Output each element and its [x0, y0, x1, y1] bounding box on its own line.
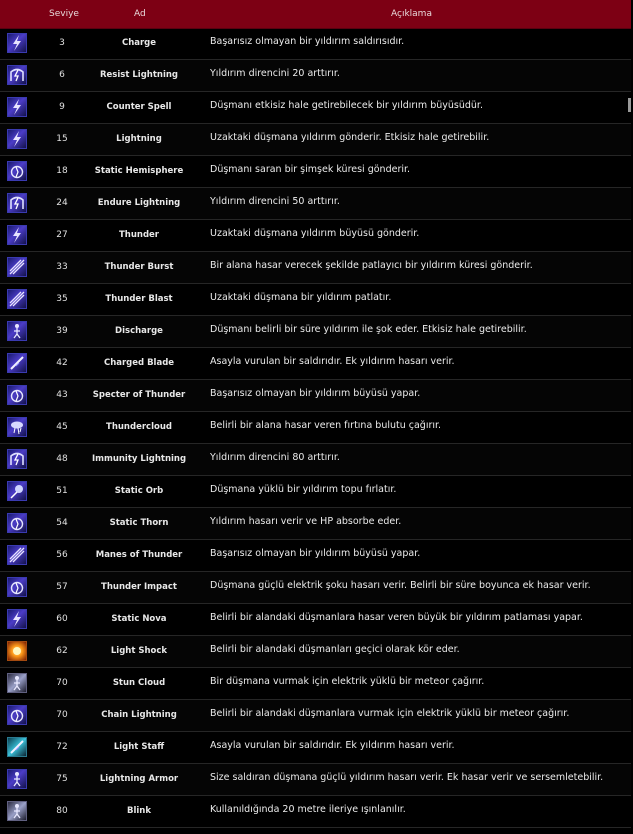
skill-description: Düşmanı belirli bir süre yıldırım ile şok eder. Etkisiz hale getirebilir.: [210, 324, 527, 335]
charged-blade-icon: [7, 353, 27, 373]
skill-description: Bir alana hasar verecek şekilde patlayıcı bir yıldırım küresi gönderir.: [210, 260, 533, 271]
table-row: [0, 220, 631, 252]
skill-level: 75: [56, 774, 68, 784]
skill-name: Thunder Impact: [101, 582, 177, 592]
skill-level: 42: [56, 358, 68, 368]
skill-level: 3: [59, 38, 65, 48]
skill-description: Düşmanı etkisiz hale getirebilecek bir yıldırım büyüsüdür.: [210, 100, 483, 111]
skill-description: Belirli bir alandaki düşmanlara hasar veren büyük bir yıldırım patlaması yapar.: [210, 612, 583, 623]
skill-description: Düşmanı saran bir şimşek küresi gönderir.: [210, 164, 411, 175]
skill-level: 15: [56, 134, 68, 144]
table-row: [0, 348, 631, 380]
skill-name: Specter of Thunder: [92, 390, 186, 400]
lightning-resist-icon: [7, 193, 27, 213]
skill-level: 24: [56, 198, 68, 208]
skill-description: Başarısız olmayan bir yıldırım büyüsü yapar.: [210, 388, 421, 399]
skill-level: 48: [56, 454, 68, 464]
light-shock-icon: [7, 641, 27, 661]
skill-description: Uzaktaki düşmana yıldırım gönderir. Etkisiz hale getirebilir.: [210, 132, 490, 143]
skill-description: Uzaktaki düşmana bir yıldırım patlatır.: [210, 292, 392, 303]
skill-name: Immunity Lightning: [91, 454, 187, 464]
skill-name: Blink: [126, 806, 151, 816]
manes-icon: [7, 545, 27, 565]
skill-description: Belirli bir alana hasar veren fırtına bulutu çağırır.: [210, 420, 442, 431]
table-row: [0, 124, 631, 156]
skill-name: Chain Lightning: [101, 710, 177, 720]
skill-name: Manes of Thunder: [95, 550, 183, 560]
static-thorn-icon: [7, 513, 27, 533]
skill-name: Resist Lightning: [100, 70, 178, 80]
table-row: [0, 508, 631, 540]
table-row: [0, 188, 631, 220]
table-row: [0, 604, 631, 636]
skill-name: Light Staff: [113, 742, 165, 752]
table-row: [0, 60, 631, 92]
thunder-blast-icon: [7, 289, 27, 309]
table-row: [0, 764, 631, 796]
table-row: [0, 156, 631, 188]
skill-description: Bir düşmana vurmak için elektrik yüklü bir meteor çağırır.: [210, 676, 485, 687]
skill-description: Size saldıran düşmana güçlü yıldırım hasarı verir. Ek hasar verir ve sersemletebilir.: [210, 772, 604, 783]
skill-level: 35: [56, 294, 68, 304]
skill-description: Yıldırım direncini 50 arttırır.: [210, 196, 340, 207]
table-row: [0, 636, 631, 668]
skill-name: Light Shock: [110, 646, 168, 656]
skill-level: 54: [56, 518, 68, 528]
table-row: [0, 796, 631, 828]
skill-name: Static Orb: [114, 486, 164, 496]
table-row: [0, 700, 631, 732]
skill-level: 70: [56, 710, 68, 720]
lightning-bolt-icon: [7, 97, 27, 117]
skill-name: Static Thorn: [109, 518, 169, 528]
thunder-burst-icon: [7, 257, 27, 277]
skill-name: Discharge: [115, 326, 163, 336]
skill-description: Asayla vurulan bir saldırıdır. Ek yıldırım hasarı verir.: [210, 356, 455, 367]
skill-level: 27: [56, 230, 68, 240]
skill-description: Düşmana yüklü bir yıldırım topu fırlatır.: [210, 484, 397, 495]
lightning-resist-icon: [7, 65, 27, 85]
thunder-impact-icon: [7, 577, 27, 597]
skill-name: Charged Blade: [103, 358, 175, 368]
skill-name: Static Hemisphere: [94, 166, 184, 176]
skill-level: 60: [56, 614, 68, 624]
table-row: [0, 284, 631, 316]
skill-level: 70: [56, 678, 68, 688]
skill-name: Thunder: [119, 230, 159, 240]
skill-description: Başarısız olmayan bir yıldırım saldırısıdır.: [210, 36, 405, 47]
light-staff-icon: [7, 737, 27, 757]
skill-level: 18: [56, 166, 68, 176]
column-header-level: Seviye: [49, 9, 79, 19]
lightning-bolt-icon: [7, 225, 27, 245]
skill-description: Kullanıldığında 20 metre ileriye ışınlanılır.: [210, 804, 406, 815]
skill-name: Charge: [121, 38, 157, 48]
table-body: [0, 28, 631, 828]
skill-level: 6: [59, 70, 65, 80]
skill-name: Static Nova: [111, 614, 167, 624]
skill-name: Lightning: [116, 134, 162, 144]
table-row: [0, 444, 631, 476]
lightning-bolt-icon: [7, 129, 27, 149]
table-row: [0, 28, 631, 60]
skill-name: Lightning Armor: [99, 774, 179, 784]
skill-description: Yıldırım hasarı verir ve HP absorbe eder.: [210, 516, 402, 527]
skill-level: 9: [59, 102, 65, 112]
skill-level: 62: [56, 646, 68, 656]
table-row: [0, 732, 631, 764]
thundercloud-icon: [7, 417, 27, 437]
skill-name: Counter Spell: [106, 102, 172, 112]
skill-level: 56: [56, 550, 68, 560]
lightning-sphere-icon: [7, 161, 27, 181]
skill-name: Thundercloud: [106, 422, 172, 432]
table-row: [0, 252, 631, 284]
column-header-name: Ad: [134, 9, 146, 19]
table-row: [0, 380, 631, 412]
skill-name: Thunder Burst: [104, 262, 174, 272]
lightning-resist-icon: [7, 449, 27, 469]
table-row: [0, 92, 631, 124]
static-nova-icon: [7, 609, 27, 629]
table-row: [0, 316, 631, 348]
column-header-description: Açıklama: [391, 9, 432, 19]
skill-description: Başarısız olmayan bir yıldırım büyüsü yapar.: [210, 548, 421, 559]
skill-level: 43: [56, 390, 68, 400]
skill-level: 51: [56, 486, 68, 496]
skill-level: 80: [56, 806, 68, 816]
table-row: [0, 540, 631, 572]
table-row: [0, 572, 631, 604]
skill-level: 72: [56, 742, 68, 752]
skill-name: Thunder Blast: [105, 294, 173, 304]
specter-icon: [7, 385, 27, 405]
skill-level: 57: [56, 582, 68, 592]
scrollbar-tab[interactable]: [628, 98, 631, 112]
skill-description: Düşmana güçlü elektrik şoku hasarı verir. Belirli bir süre boyunca ek hasar verir.: [210, 580, 591, 591]
skill-description: Yıldırım direncini 80 arttırır.: [210, 452, 340, 463]
lightning-armor-icon: [7, 769, 27, 789]
table-header: [0, 0, 631, 29]
skill-level: 45: [56, 422, 68, 432]
skill-level: 33: [56, 262, 68, 272]
lightning-bolt-icon: [7, 33, 27, 53]
skill-description: Belirli bir alandaki düşmanları geçici olarak kör eder.: [210, 644, 460, 655]
skill-description: Belirli bir alandaki düşmanlara vurmak için elektrik yüklü bir meteor çağırır.: [210, 708, 570, 719]
chain-lightning-icon: [7, 705, 27, 725]
table-row: [0, 412, 631, 444]
skill-description: Uzaktaki düşmana yıldırım büyüsü gönderir.: [210, 228, 420, 239]
skill-description: Yıldırım direncini 20 arttırır.: [210, 68, 340, 79]
skill-level: 39: [56, 326, 68, 336]
blink-icon: [7, 801, 27, 821]
skill-name: Endure Lightning: [97, 198, 181, 208]
table-row: [0, 476, 631, 508]
stun-cloud-icon: [7, 673, 27, 693]
skill-description: Asayla vurulan bir saldırıdır. Ek yıldırım hasarı verir.: [210, 740, 455, 751]
static-orb-icon: [7, 481, 27, 501]
table-row: [0, 668, 631, 700]
skill-name: Stun Cloud: [112, 678, 166, 688]
discharge-icon: [7, 321, 27, 341]
